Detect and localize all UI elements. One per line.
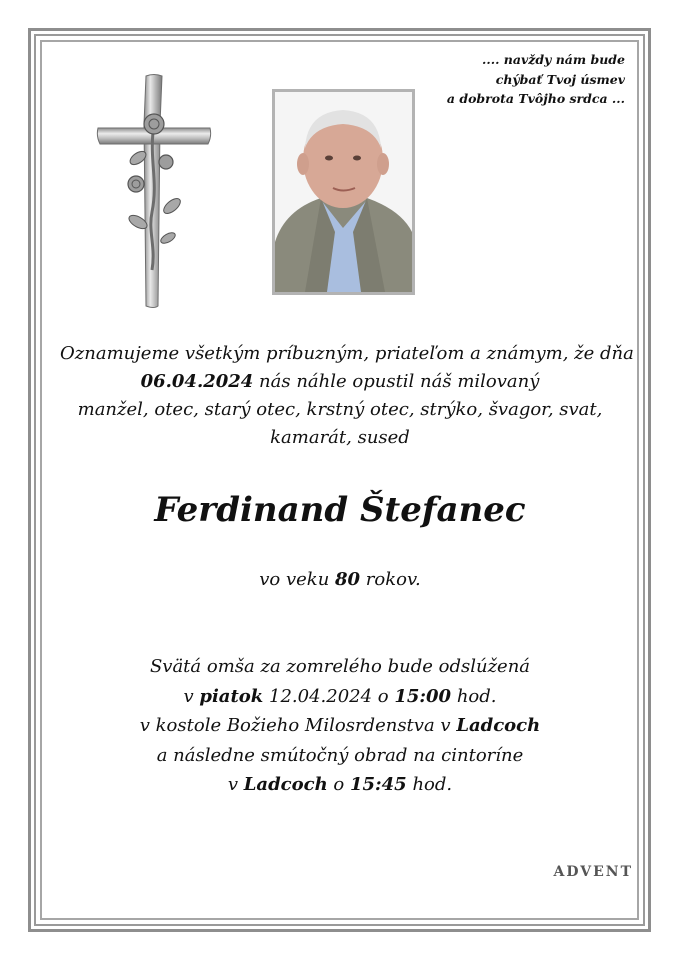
funeral-service-brand: ADVENT — [553, 864, 633, 880]
announcement-text — [60, 340, 634, 452]
age-prefix: vo veku — [259, 569, 336, 590]
mass-line-5-o: o — [327, 774, 350, 795]
announcement-line-3: manžel, otec, starý otec, krstný otec, strýko, švagor, svat, — [77, 399, 603, 420]
mass-line-1: Svätá omša za zomrelého bude odslúžená — [149, 656, 531, 677]
mass-place: Ladcoch — [456, 715, 541, 736]
mass-line-5 — [60, 770, 620, 800]
announcement-line-2 — [60, 368, 620, 396]
burial-time: 15:45 — [349, 774, 407, 795]
death-date: 06.04.2024 — [140, 371, 254, 392]
mass-line-3 — [60, 711, 620, 741]
portrait-photo — [272, 89, 415, 295]
age-suffix: rokov. — [360, 569, 421, 590]
announcement-line-4: kamarát, sused — [270, 427, 410, 448]
mass-line-3-prefix: v kostole Božieho Milosrdenstva v — [139, 715, 457, 736]
mass-line-4: a následne smútočný obrad na cintoríne — [156, 744, 524, 766]
mass-line-2-o: o — [372, 685, 395, 707]
mass-line-2-v: v — [183, 685, 200, 707]
deceased-name: Ferdinand Štefanec — [154, 490, 526, 530]
memorial-quote — [447, 50, 625, 109]
mass-line-2-hod: hod. — [451, 685, 497, 707]
quote-line-2: chýbať Tvoj úsmev — [495, 71, 625, 87]
quote-line-3: a dobrota Tvôjho srdca ... — [446, 91, 625, 106]
quote-line-1: .... navždy nám bude — [482, 52, 625, 67]
age-years: 80 — [335, 569, 361, 590]
announcement-line-1: Oznamujeme všetkým príbuzným, priateľom a známym, že dňa — [60, 343, 634, 364]
age-text — [60, 566, 620, 594]
mass-line-5-hod: hod. — [406, 774, 453, 795]
mass-line-5-v: v — [227, 774, 244, 795]
funeral-details — [60, 652, 620, 800]
mass-line-2 — [60, 682, 620, 712]
mass-time: 15:00 — [394, 685, 452, 707]
announcement-line-2-rest: nás náhle opustil náš milovaný — [253, 371, 540, 392]
mass-date: 12.04.2024 — [263, 685, 373, 707]
cross-with-roses-icon — [92, 72, 216, 312]
mass-day: piatok — [199, 685, 264, 707]
burial-place: Ladcoch — [243, 774, 328, 795]
